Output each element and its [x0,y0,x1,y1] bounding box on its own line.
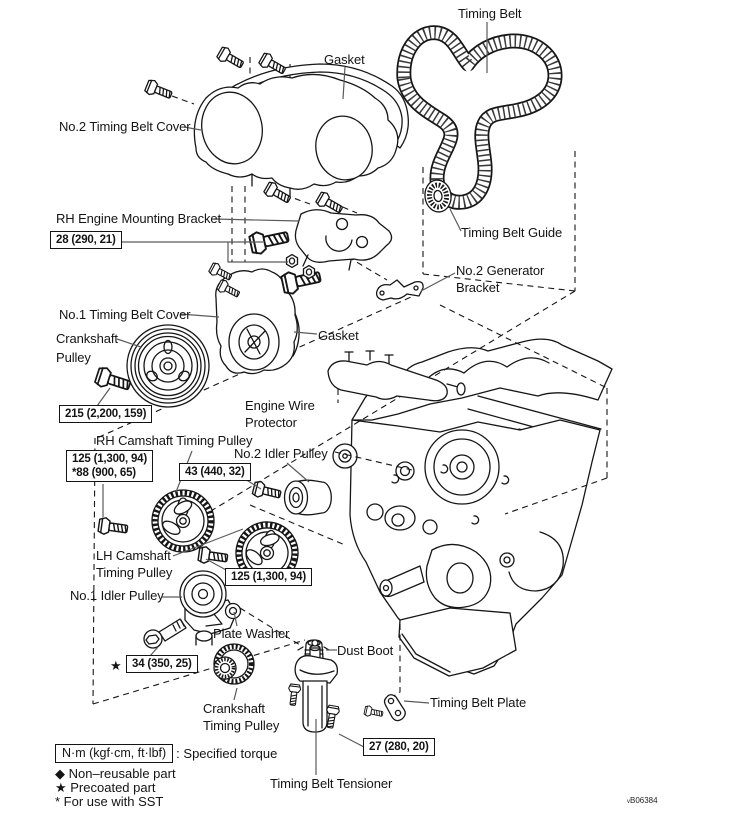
label-crankshaft-timing-pulley-line2: Timing Pulley [203,718,280,733]
label-no2-idler-pulley: No.2 Idler Pulley [234,446,328,461]
torque-camshaft-pulley-bolt-line1: 125 (1,300, 94) [72,453,148,465]
figure-code: B06384 [630,796,658,805]
legend-sst: * For use with SST [55,794,164,809]
label-crankshaft-timing-pulley-line1: Crankshaft [203,701,265,716]
belt-plate-bolt-drawing [364,705,384,719]
label-no2-timing-belt-cover: No.2 Timing Belt Cover [59,119,191,134]
label-no2-generator-bracket [456,262,544,296]
label-plate-washer: Plate Washer [213,626,290,641]
label-dust-boot: Dust Boot [337,643,394,658]
torque-rh-bracket-bolt: 28 (290, 21) [50,231,122,249]
label-lh-camshaft-line2: Timing Pulley [96,565,173,580]
torque-no2-idler-bolt: 43 (440, 32) [179,463,251,481]
timing-belt-guide-drawing [423,178,453,213]
legend-torque-unit-box: N·m (kgf·cm, ft·lbf) [55,744,173,763]
no2-generator-bracket-drawing [377,280,424,300]
label-engine-wire-protector [245,397,315,431]
label-crankshaft-pulley-line1: Crankshaft [56,331,118,346]
torque-camshaft-pulley-bolt-line2: *88 (900, 65) [72,467,136,479]
torque-no1-idler-bolt: 34 (350, 25) [126,655,198,673]
label-no1-idler-pulley: No.1 Idler Pulley [70,588,164,603]
crankshaft-pulley-drawing [127,325,209,407]
idler-pivot-bolt-drawing [144,619,186,648]
legend-precoated: ★ Precoated part [55,780,156,795]
torque-camshaft-pulley-bolt [66,450,153,482]
label-timing-belt-plate: Timing Belt Plate [430,695,527,710]
legend-torque-row [55,744,277,763]
legend-non-reusable: ◆ Non–reusable part [55,766,176,781]
label-lh-camshaft-line1: LH Camshaft [96,548,171,563]
precoated-star-marker: ★ [110,658,122,673]
label-rh-engine-mounting-bracket: RH Engine Mounting Bracket [56,211,222,226]
timing-belt-drawing [404,33,555,203]
rh-camshaft-timing-pulley-drawing [152,490,214,552]
legend-torque-desc: : Specified torque [176,746,278,761]
label-no1-timing-belt-cover: No.1 Timing Belt Cover [59,307,191,322]
label-lh-camshaft-timing-pulley [96,547,172,581]
no2-idler-pulley-drawing [285,480,332,515]
torque-crankshaft-pulley-bolt: 215 (2,200, 159) [59,405,152,423]
timing-belt-plate-drawing [385,695,406,721]
figure-code-watermark [627,796,658,805]
tensioner-bolt-left-drawing [287,684,301,706]
label-gasket-top: Gasket [324,52,365,67]
torque-tensioner-bolt: 27 (280, 20) [363,738,435,756]
label-engine-wire-protector-line2: Protector [245,415,297,430]
label-no2-generator-bracket-line1: No.2 Generator [456,263,545,278]
label-rh-camshaft-timing-pulley: RH Camshaft Timing Pulley [96,433,253,448]
crankshaft-timing-pulley-drawing [214,644,254,684]
torque-lh-camshaft-bolt: 125 (1,300, 94) [225,568,312,586]
no2-timing-belt-cover-drawing [194,64,408,198]
label-timing-belt-guide: Timing Belt Guide [461,225,563,240]
label-timing-belt: Timing Belt [458,6,522,21]
plate-washer-drawing [226,604,241,619]
label-engine-wire-protector-line1: Engine Wire [245,398,315,413]
rh-cam-bolt-drawing [98,517,129,537]
rh-engine-mounting-bracket-drawing [295,210,391,270]
label-timing-belt-tensioner: Timing Belt Tensioner [270,776,393,791]
label-crankshaft-timing-pulley [203,700,279,734]
label-gasket-mid: Gasket [318,328,359,343]
no2-idler-bolt-drawing [252,480,282,502]
label-no2-generator-bracket-line2: Bracket [456,280,500,295]
label-crankshaft-pulley [56,329,118,367]
label-crankshaft-pulley-line2: Pulley [56,350,91,365]
figure-code-prefix: v [627,799,630,805]
